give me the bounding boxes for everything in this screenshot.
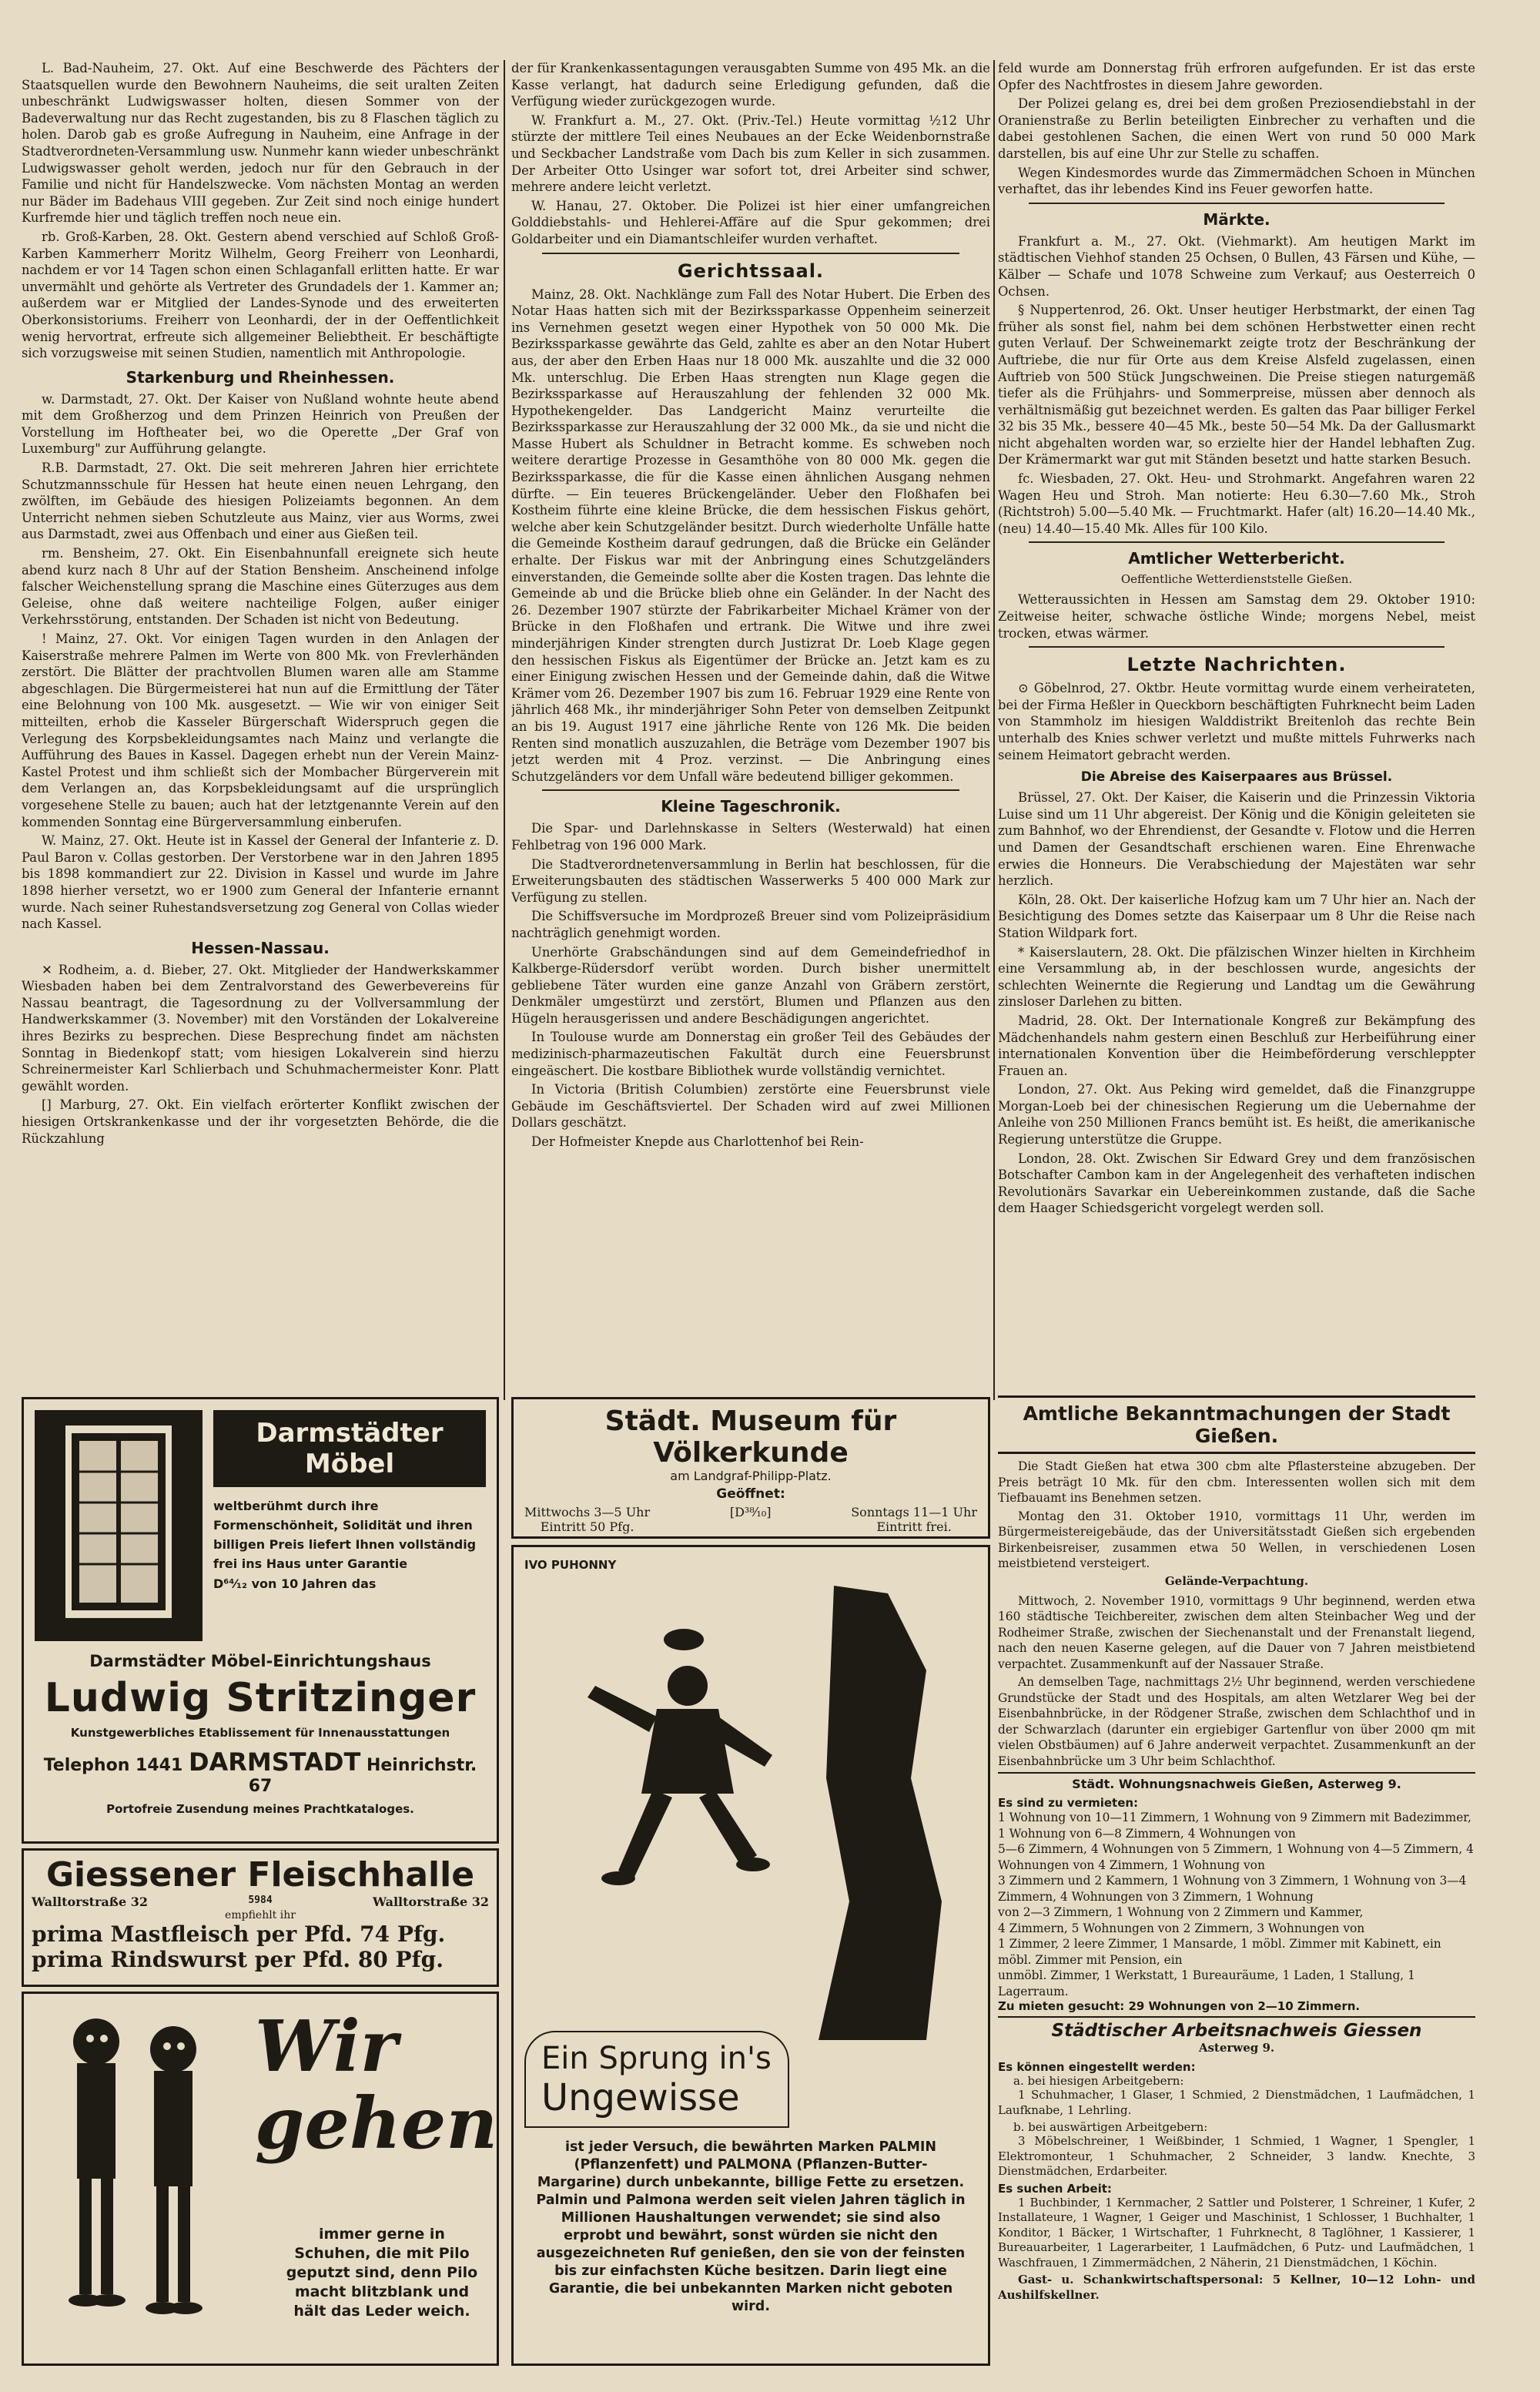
ad-hours: Sonntags 11—1 Uhr xyxy=(851,1505,977,1519)
labour-list: 3 Möbelschreiner, 1 Weißbinder, 1 Schmied, 1 Wagner, 1 Spengler, 1 Elektromonteur, 1 Schuhmacher, 2 Schneider, 3 landw. Knechte, 3 Dienstmädchen, Erdarbeiter. xyxy=(998,2134,1475,2178)
list-item: von 2—3 Zimmern, 1 Wohnung von 2 Zimmern und Kammer, xyxy=(998,1905,1364,1919)
article: Die Schiffsversuche im Mordprozeß Breuer sind vom Polizeipräsidium nachträglich genehmigt worden. xyxy=(511,909,990,940)
housing-list xyxy=(998,1810,1475,1999)
ad-text: von 10 Jahren das xyxy=(251,1576,377,1591)
housing-office-title: Städt. Wohnungsnachweis Gießen, Asterweg 9. xyxy=(1072,1777,1401,1791)
article: London, 28. Okt. Zwischen Sir Edward Grey und dem französischen Botschafter Cambon kam in der Angelegenheit des verhafteten indischen Revolutionärs Savarkar ein Uebereinkommen zustande, daß die Sache dem Haager Schiedsgericht vorgelegt werden soll. xyxy=(998,1151,1475,1216)
official-notices-title: Amtliche Bekanntmachungen der Stadt Gießen. xyxy=(1023,1402,1451,1447)
notice: Montag den 31. Oktober 1910, vormittags 11 Uhr, werden im Bürgermeistereigebäude, das der Universitätsstadt Gießen sich ergebenden Birkenbeisreiser, zusammen etwa 50 Wellen, in verschiedenen Losen meistbietend versteigert. xyxy=(998,1509,1475,1570)
ad-text: empfiehlt ihr xyxy=(225,1909,296,1921)
ad-phone: Telephon 1441 xyxy=(43,1756,183,1775)
ad-city: DARMSTADT xyxy=(188,1747,361,1777)
notice-subheading: Gelände-Verpachtung. xyxy=(1164,1573,1309,1588)
divider xyxy=(542,789,959,791)
official-notices xyxy=(998,1395,1475,2366)
column-3 xyxy=(998,60,1475,1400)
ad-palmin xyxy=(511,1545,990,2366)
ad-headline: Ungewisse xyxy=(541,2076,740,2119)
list-item: 4 Zimmern, 5 Wohnungen von 2 Zimmern, 3 Wohnungen von xyxy=(998,1921,1365,1935)
artist-signature: IVO PUHONNY xyxy=(524,1558,617,1572)
cabinet-icon xyxy=(35,1410,203,1641)
column-rule-1 xyxy=(504,60,505,1400)
labour-intro: Es können eingestellt werden: xyxy=(998,2060,1196,2074)
labour-office-title: Städtischer Arbeitsnachweis Giessen xyxy=(1051,2021,1422,2041)
list-item: 1 Zimmer, 2 leere Zimmer, 1 Mansarde, 1 möbl. Zimmer mit Kabinett, ein möbl. Zimmer mit Pension, ein xyxy=(998,1937,1441,1967)
article: [] Marburg, 27. Okt. Ein vielfach erörterter Konflikt zwischen der hiesigen Ortskrankenkasse und der ihr vorgesetzten Behörde, die die Rückzahlung xyxy=(22,1097,499,1146)
column-2 xyxy=(511,60,990,1385)
labour-list: 1 Schuhmacher, 1 Glaser, 1 Schmied, 2 Dienstmädchen, 1 Laufmädchen, 1 Laufknabe, 1 Lehrling. xyxy=(998,2088,1475,2117)
article: Mainz, 28. Okt. Nachklänge zum Fall des Notar Hubert. Die Erben des Notar Haas hatten sich mit der Bezirkssparkasse Oppenheim seinerzeit ins Vernehmen gesetzt wegen einer Hypothek von 50 000 Mk. Die Bezirkssparkasse gewährte das Geld, zahlte es aber an den Notar Hubert aus, der aber den Erben Haas nur 18 000 Mk. auszahlte und die 32 000 Mk. unterschlug. Die Erben Haas strengten nun Klage gegen die Bezirkssparkasse auf Herauszahlung der fehlenden 32 000 Mk. Hypothekengelder. Das Landgericht Mainz verurteilte die Bezirkssparkasse zur Herauszahlung der 32 000 Mk., da sie und nicht die Masse Hubert als Schuldner in Betracht komme. Es schweben noch weitere derartige Prozesse in Gesamthöhe von 80 000 Mk. gegen die Bezirkssparkasse, die für die Kasse einen ähnlichen Ausgang nehmen dürfte. — Ein teueres Brückengeländer. Ueber den Floßhafen bei Kostheim führte eine kleine Brücke, die dem hessischen Fiskus gehört, welche aber kein Schutzgeländer besitzt. Durch wiederholte Unfälle hatte die Gemeinde Kostheim darauf gedrungen, daß die Brücke ein Geländer erhalte. Der Fiskus war mit der Anbringung eines Schutzgeländers einverstanden, die Gemeinde sollte aber die Kosten tragen. Das lehnte die Gemeinde ab und die Brücke blieb ohne ein Geländer. In der Nacht des 26. Dezember 1907 stürzte der Fabrikarbeiter Michael Krämer von der Brücke in den Floßhafen und ertrank. Die Witwe und ihre zwei minderjährigen Kinder strengten durch Justizrat Dr. Loeb Klage gegen den hessischen Fiskus als Eigentümer der Brücke an. Jetzt kam es zu einer Einigung zwischen Hessen und der Gemeinde dahin, daß die Witwe Krämer vom 26. Dezember 1907 bis zum 16. Februar 1929 eine Rente von jährlich 468 Mk., ihr minderjähriger Sohn Peter von demselben Zeitpunkt an bis 19. August 1917 eine jährliche Rente von 126 Mk. Die beiden Renten sind monatlich auszuzahlen, die Beträge vom Dezember 1907 bis jetzt werden mit 4 Proz. verzinst. — Die Anbringung eines Schutzgeländers vor dem Unfall wäre bedeutend billiger gekommen. xyxy=(511,286,990,784)
ad-pilo xyxy=(22,1992,499,2366)
article: ✕ Rodheim, a. d. Bieber, 27. Okt. Mitglieder der Handwerkskammer Wiesbaden haben bei dem Zentralvorstand des Gewerbevereins für Nassau beantragt, die Tagesordnung zu der Vollversammlung der Handwerkskammer (3. November) mit den Vorständen der Lokalvereine ihres Bezirks zu besprechen. Diese Besprechung findet am nächsten Sonntag in Biedenkopf statt; vom hiesigen Lokalverein sind hierzu Schreinermeister Karl Schlierbach und Schuhmachermeister Konr. Platt gewählt worden. xyxy=(22,962,499,1094)
notice: Mittwoch, 2. November 1910, vormittags 9 Uhr beginnend, werden etwa 160 städtische Teichbereiter, zwischen dem alten Steinbacher Weg und der Rodheimer Straße, zwischen der Siechenanstalt und der Frenanstalt liegend, nach den neuen Kaserne gelegen, auf die Dauer von 7 Jahren meistbietend verpachtet. Zusammenkunft auf der Nassauer Straße. xyxy=(998,1593,1475,1671)
article: ⊙ Göbelnrod, 27. Oktbr. Heute vormittag wurde einem verheirateten, bei der Firma Heßler in Queckborn beschäftigten Fuhrknecht beim Laden von Stammholz im hiesigen Walddistrikt Breitenloh das rechte Bein unterhalb des Knies schwer verletzt und mußte mittels Fuhrwerks nach seinem Heimatort gebracht werden. xyxy=(998,681,1475,762)
article: Wegen Kindesmordes wurde das Zimmermädchen Schoen in München verhaftet, das ihr lebendes Kind ins Feuer geworfen hatte. xyxy=(998,165,1475,197)
column-1 xyxy=(22,60,499,1385)
list-item: 3 Zimmern und 2 Kammern, 1 Wohnung von 3 Zimmern, 1 Wohnung von 3—4 Zimmern, 4 Wohnungen von 3 Zimmern, 1 Wohnung xyxy=(998,1874,1467,1904)
cabinet-illustration xyxy=(35,1410,203,1641)
list-item: 1 Wohnung von 10—11 Zimmern, 1 Wohnung von 9 Zimmern mit Badezimmer, 1 Wohnung von 6—8 Zimmern, 4 Wohnungen von xyxy=(998,1811,1471,1841)
ad-headline: Wir xyxy=(255,2005,398,2088)
ad-headline: Ein Sprung in's xyxy=(541,2041,772,2076)
ad-headline: Darmstädter Möbel xyxy=(213,1410,486,1487)
labour-subheading: Es suchen Arbeit: xyxy=(998,2181,1112,2196)
article: der für Krankenkassentagungen verausgabten Summe von 495 Mk. an die Kasse verlangt, hat dadurch seine Erledigung gefunden, daß die Verfügung wieder zurückgezogen wurde. xyxy=(511,61,990,109)
weather-text: Wetteraussichten in Hessen am Samstag dem 29. Oktober 1910: Zeitweise heiter, schwache östliche Winde; morgens Nebel, meist trocken, etwas wärmer. xyxy=(998,592,1475,641)
ad-museum xyxy=(511,1397,990,1539)
article: § Nuppertenrod, 26. Okt. Unser heutiger Herbstmarkt, der einen Tag früher als sonst fiel, nahm bei dem schönen Herbstwetter einen recht guten Verlauf. Der Schweinemarkt zeigte trotz der Beschränkung der Auftriebe, die nur für Orte aus dem Kreise Alsfeld zugelassen, einen Auftrieb von 500 Stück Jungschweinen. Die Preise stiegen naturgemäß tiefer als die Frühjahrs- und Sommerpreise, müssen aber dennoch als verhältnismäßig gut bezeichnet werden. Es galten das Paar billiger Ferkel 32 bis 35 Mk., bessere 40—45 Mk., beste 50—54 Mk. Da der Gallusmarkt nicht abgehalten worden war, so erzielte hier der Handel lebhaften Zug. Der Krämermarkt war gut mit Ständen besetzt und hatte starken Besuch. xyxy=(998,303,1475,467)
list-item: unmöbl. Zimmer, 1 Werkstatt, 1 Bureauräume, 1 Laden, 1 Stallung, 1 Lagerraum. xyxy=(998,1968,1415,1998)
notice: An demselben Tage, nachmittags 2½ Uhr beginnend, werden verschiedene Grundstücke der Stadt und des Hospitals, am alten Wetzlarer Weg bei der Eisenbahnbrücke, in der Rödgener Straße, zwischen dem Schlachthof und in der Schwarzlach (darunter ein ergiebiger Gartenflur von über 2000 qm mit vielen Obstbäumen) auf 6 Jahre anderweit verpachtet. Zusammenkunft an der Eisenbahnbrücke um 3 Uhr beim Schlachthof. xyxy=(998,1675,1475,1768)
section-heading: Gerichtssaal. xyxy=(677,260,825,282)
ad-headline: gehen xyxy=(255,2082,498,2165)
article: ! Mainz, 27. Okt. Vor einigen Tagen wurden in den Anlagen der Kaiserstraße mehrere Palmen im Werte von 800 Mk. von Frevlerhänden zerstört. Die Blätter der prachtvollen Blumen waren alle am Stamme abgeschlagen. Die Bürgermeisterei hat nun auf die Ermittlung der Täter eine Belohnung von 100 Mk. ausgesetzt. — Wie wir von einiger Seit mitteilten, erhob die Kasseler Bürgerschaft Widerspruch gegen die Verlegung des Korpsbekleidungsamtes nach Mainz und verlangte die Aufführung des Baues in Kassel. Dagegen erhebt nun der Verein Mainz-Kastel Protest und ihm schließt sich der Mombacher Bürgerverein mit dem Verlangen an, das Korpsbekleidungsamt auf die ursprünglich vorgesehene Stelle zu bauen; auch hat der letztgenannte Verein auf den kommenden Sonntag eine Bürgerversammlung einberufen. xyxy=(22,632,499,829)
labour-list: Gast- u. Schankwirtschaftspersonal: 5 Kellner, 10—12 Lohn- und Aushilfskellner. xyxy=(998,2273,1475,2302)
article: Unerhörte Grabschändungen sind auf dem Gemeindefriedhof in Kalkberge-Rüdersdorf verübt worden. Durch bisher unermittelt gebliebene Täter wurden eine ganze Anzahl von Gräbern zerstört, Denkmäler umgestürzt und zerstört, Blumen und Pflanzen aus den Hügeln herausgerissen und andere Beschädigungen angerichtet. xyxy=(511,944,990,1026)
ad-address: Walltorstraße 32 xyxy=(32,1895,148,1909)
section-heading: Amtlicher Wetterbericht. xyxy=(1128,549,1345,568)
section-heading: Kleine Tageschronik. xyxy=(661,797,841,816)
housing-total: Zu mieten gesucht: 29 Wohnungen von 2—10 Zimmern. xyxy=(998,1999,1361,2013)
section-heading: Letzte Nachrichten. xyxy=(1127,654,1347,676)
article: rb. Groß-Karben, 28. Okt. Gestern abend verschied auf Schloß Groß-Karben Kammerherr Moritz Wilhelm, Georg Freiherr von Leonhardi, nachdem er vor 14 Tagen schon einen Schlaganfall erlitten hatte. Er war unvermählt und gehörte als Vertreter des Grundadels der 1. Kammer an; außerdem war er Mitglied der Landes-Synode und des erweiterten Oberkonsistoriums. Freiherr von Leonhardi, der in der Oeffentlichkeit wenig hervortrat, erfreute sich allgemeiner Beliebtheit. Er beschäftigte sich vorzugsweise mit seinen Studien, namentlich mit Anthropologie. xyxy=(22,229,499,361)
ad-price: Eintritt 50 Pfg. xyxy=(540,1519,634,1534)
weather-subheading: Oeffentliche Wetterdienststelle Gießen. xyxy=(1120,572,1353,587)
ad-hours: Mittwochs 3—5 Uhr xyxy=(524,1505,651,1519)
article: Der Polizei gelang es, drei bei dem großen Preziosendiebstahl in der Oranienstraße zu Berlin beteiligten Einbrecher zu verhaften und die dabei gestohlenen Sachen, die einen Wert von rund 50 000 Mark darstellen, bis auf eine Uhr zur Stelle zu schaffen. xyxy=(998,96,1475,161)
ad-address: am Landgraf-Philipp-Platz. xyxy=(670,1469,832,1483)
section-heading: Starkenburg und Rheinhessen. xyxy=(126,367,395,387)
ad-street: Heinrichstr. 67 xyxy=(248,1756,477,1796)
subheading: Die Abreise des Kaiserpaares aus Brüssel. xyxy=(1080,769,1393,786)
article: fc. Wiesbaden, 27. Okt. Heu- und Strohmarkt. Angefahren waren 22 Wagen Heu und Stroh. Man notierte: Heu 6.30—7.60 Mk., Stroh (Richtstroh) 5.00—5.40 Mk. — Fruchtmarkt. Hafer (alt) 16.20—14.40 Mk., (neu) 14.40—15.40 Mk. Alles für 100 Kilo. xyxy=(998,471,1475,536)
labour-subheading: a. bei hiesigen Arbeitgebern: xyxy=(1013,2074,1184,2088)
labour-subheading: b. bei auswärtigen Arbeitgebern: xyxy=(1013,2120,1208,2134)
ad-note: Portofreie Zusendung meines Prachtkataloges. xyxy=(106,1802,414,1816)
article: R.B. Darmstadt, 27. Okt. Die seit mehreren Jahren hier errichtete Schutzmannsschule für Hessen hat heute einen neuen Lehrgang, den zwölften, im Gebäude des hiesigen Polizeiamts begonnen. An dem Unterricht nehmen sieben Schutzleute aus Mainz, vier aus Worms, zwei aus Darmstadt, zwei aus Offenbach und einer aus Gießen teil. xyxy=(22,461,499,542)
article: Die Stadtverordnetenversammlung in Berlin hat beschlossen, für die Erweiterungsbauten des städtischen Wasserwerks 5 400 000 Mark zur Verfügung zu stellen. xyxy=(511,856,990,905)
divider xyxy=(1029,203,1445,204)
ad-price: Eintritt frei. xyxy=(876,1519,952,1534)
article: Frankfurt a. M., 27. Okt. (Viehmarkt). Am heutigen Markt im städtischen Viehhof standen 25 Ochsen, 0 Bullen, 43 Färsen und Kühe, — Kälber — Schafe und 1078 Schweine zum Verkauf; aus Oesterreich 0 Ochsen. xyxy=(998,233,1475,299)
divider xyxy=(542,253,959,254)
ad-ref: 5984 xyxy=(248,1895,273,1906)
divider xyxy=(1029,646,1445,648)
ad-ref: [D³⁸⁄₁₀] xyxy=(729,1505,772,1519)
notice: Die Stadt Gießen hat etwa 300 cbm alte Pflastersteine abzugeben. Der Preis beträgt 10 Mk. für den cbm. Interessenten wollen sich mit dem Tiefbauamt ins Benehmen setzen. xyxy=(998,1459,1475,1505)
article: In Victoria (British Columbien) zerstörte eine Feuersbrunst viele Gebäude im Geschäftsviertel. Der Schaden wird auf zwei Millionen Dollars geschätzt. xyxy=(511,1082,990,1131)
ad-price-line: prima Rindswurst per Pfd. 80 Pfg. xyxy=(32,1947,444,1972)
article: Der Hofmeister Knepde aus Charlottenhof bei Rein- xyxy=(531,1134,864,1150)
section-heading: Hessen-Nassau. xyxy=(191,938,330,957)
article: feld wurde am Donnerstag früh erfroren aufgefunden. Er ist das erste Opfer des Nachtfrostes in diesem Jahre geworden. xyxy=(998,61,1475,92)
ad-fleischhalle xyxy=(22,1848,499,1987)
ad-darmstaedter-moebel xyxy=(22,1397,499,1844)
ad-headline: Giessener Fleischhalle xyxy=(45,1855,475,1895)
labour-office-address: Asterweg 9. xyxy=(1198,2041,1275,2055)
divider xyxy=(1029,541,1445,543)
article: Brüssel, 27. Okt. Der Kaiser, die Kaiserin und die Prinzessin Viktoria Luise sind um 11 Uhr abgereist. Der König und die Königin geleiteten sie zum Bahnhof, wo der Ehrendienst, der Gesandte v. Flotow und die Herren und Damen der Gesandtschaft erschienen waren. Eine Ehrenwache erwies die Honneurs. Die Verabschiedung der Majestäten war sehr herzlich. xyxy=(998,790,1475,889)
housing-intro: Es sind zu vermieten: xyxy=(998,1796,1139,1810)
ad-price-line: prima Mastfleisch per Pfd. 74 Pfg. xyxy=(32,1921,446,1947)
article: Die Spar- und Darlehnskasse in Selters (Westerwald) hat einen Fehlbetrag von 196 000 Mark. xyxy=(511,821,990,853)
article: * Kaiserslautern, 28. Okt. Die pfälzischen Winzer hielten in Kirchheim eine Versammlung ab, in der beschlossen wurde, angesichts der schlechten Weinernte die Regierung und Landtag um die Gewährung zinsloser Darlehen zu bitten. xyxy=(998,944,1475,1010)
ad-ref: D⁶⁴⁄₁₂ xyxy=(213,1576,247,1591)
ad-headline: Städt. Museum für Völkerkunde xyxy=(604,1405,897,1469)
column-rule-2 xyxy=(993,60,995,1400)
article: W. Hanau, 27. Oktober. Die Polizei ist hier einer umfangreichen Golddiebstahls- und Hehlerei-Affäre auf die Spur gekommen; drei Goldarbeiter und ein Diamantschleifer wurden verhaftet. xyxy=(511,198,990,246)
ad-subtitle: Kunstgewerbliches Etablissement für Innenausstattungen xyxy=(70,1726,450,1740)
article: Madrid, 28. Okt. Der Internationale Kongreß zur Bekämpfung des Mädchenhandels nahm gestern einen Beschluß zur Herbeiführung einer internationalen Konvention über die Heimbeförderung verschleppter Frauen an. xyxy=(998,1013,1475,1078)
ad-firm: Darmstädter Möbel-Einrichtungshaus xyxy=(89,1652,431,1670)
ad-name: Ludwig Stritzinger xyxy=(44,1675,477,1721)
walking-figures-illustration xyxy=(35,2003,227,2357)
article: W. Frankfurt a. M., 27. Okt. (Priv.-Tel.) Heute vormittag ½12 Uhr stürzte der mittlere Teil eines Neubaues an der Ecke Weidenbornstraße und Seckbacher Landstraße vom Dach bis zum Keller in sich zusammen. Der Arbeiter Otto Usinger war sofort tot, drei Arbeiter sind schwer, mehrere andere leicht verletzt. xyxy=(511,112,990,195)
article: London, 27. Okt. Aus Peking wird gemeldet, daß die Finanzgruppe Morgan-Loeb bei der chinesischen Regierung um die Uebernahme der Anleihe von 250 Millionen Francs bemüht ist. Es heißt, die amerikanische Regierung unterstütze die Gruppe. xyxy=(998,1082,1475,1147)
article: L. Bad-Nauheim, 27. Okt. Auf eine Beschwerde des Pächters der Staatsquellen wurde den Bewohnern Nauheims, die seit uralten Zeiten unbeschränkt Ludwigswasser holten, diesen Sommer von der Badeverwaltung nur das Recht zugestanden, bis zu 8 Flaschen täglich zu holen. Darob gab es große Aufregung in Nauheim, eine Anfrage in der Stadtverordneten-Versammlung usw. Nunmehr kann wieder unbeschränkt Ludwigswasser geholt werden, jedoch nur für den Gebrauch in der Familie und nicht für Handelszwecke. Vom nächsten Montag an werden nur Bäder im Badehaus VIII gegeben. Zur Zeit sind noch einige hundert Kurfremde hier und täglich treffen noch neue ein. xyxy=(22,61,499,226)
article: rm. Bensheim, 27. Okt. Ein Eisenbahnunfall ereignete sich heute abend kurz nach 8 Uhr auf der Station Bensheim. Anscheinend infolge falscher Weichenstellung sprang die Maschine eines Güterzuges aus dem Geleise, ohne daß weitere nachteilige Folgen, außer einiger Verkehrsstörung, entstanden. Der Schaden ist nicht von Bedeutung. xyxy=(22,546,499,628)
ad-body: immer gerne in Schuhen, die mit Pilo geputzt sind, denn Pilo macht blitzblank und hält das Leder weich. xyxy=(286,2226,478,2320)
list-item: 5—6 Zimmern, 4 Wohnungen von 5 Zimmern, 1 Wohnung von 4—5 Zimmern, 4 Wohnungen von 4 Zimmern, 1 Wohnung von xyxy=(998,1842,1474,1872)
ad-address: Walltorstraße 32 xyxy=(373,1895,489,1909)
labour-list: 1 Buchbinder, 1 Kernmacher, 2 Sattler und Polsterer, 1 Schreiner, 1 Kufer, 2 Installateure, 1 Wagner, 1 Geiger und Maschinist, 1 Schlosser, 1 Buchhalter, 1 Konditor, 1 Bäcker, 1 Wirtschafter, 1 Fuhrknecht, 8 Taglöhner, 1 Kassierer, 1 Bureauarbeiter, 1 Lagerarbeiter, 1 Laufmädchen, 6 Putz- und Laufmädchen, 1 Waschfrauen, 1 Zimmermädchen, 2 Näherin, 21 Dienstmädchen, 1 Köchin. xyxy=(998,2195,1475,2270)
article: Köln, 28. Okt. Der kaiserliche Hofzug kam um 7 Uhr hier an. Nach der Besichtigung des Domes setzte das Kaiserpaar um 8 Uhr die Reise nach Station Wildpark fort. xyxy=(998,892,1475,940)
jumping-man-illustration xyxy=(526,1578,980,2040)
article: In Toulouse wurde am Donnerstag ein großer Teil des Gebäudes der medizinisch-pharmazeutischen Fakultät durch eine Feuersbrunst eingeäschert. Die kostbare Bibliothek wurde vollständig vernichtet. xyxy=(511,1030,990,1078)
ad-subheading: Geöffnet: xyxy=(716,1486,785,1502)
article: w. Darmstadt, 27. Okt. Der Kaiser von Nußland wohnte heute abend mit dem Großherzog und dem Prinzen Heinrich von Preußen der Vorstellung im Hoftheater bei, wo die Operette „Der Graf von Luxemburg" zur Aufführung gelangte. xyxy=(22,391,499,457)
article: W. Mainz, 27. Okt. Heute ist in Kassel der General der Infanterie z. D. Paul Baron v. Collas gestorben. Der Verstorbene war in den Jahren 1895 bis 1898 kommandiert zur 22. Division in Kassel und wurde im Jahre 1898 hierher versetzt, wo er 1900 zum General der Infanterie ernannt wurde. Nach seiner Ruhestandsversetzung zog General von Collas wieder nach Kassel. xyxy=(22,833,499,932)
section-heading: Märkte. xyxy=(1203,209,1270,229)
ad-body: ist jeder Versuch, die bewährten Marken PALMIN (Pflanzenfett) und PALMONA (Pflanzen-Butter-Margarine) durch unbekannte, billige Fette zu ersetzen. Palmin und Palmona werden seit vielen Jahren täglich in Millionen Haushaltungen verwendet; sie sind also erprobt und bewährt, sonst würden sie nicht den ausgezeichneten Ruf genießen, den sie von der feinsten bis zur einfachsten Küche besitzen. Darin liegt eine Garantie, die bei unbekannten Marken nicht geboten wird. xyxy=(536,2139,966,2314)
ad-body: weltberühmt durch ihre Formenschönheit, Solidität und ihren billigen Preis liefert Ihnen vollständig frei ins Haus unter Garantie xyxy=(213,1499,477,1571)
